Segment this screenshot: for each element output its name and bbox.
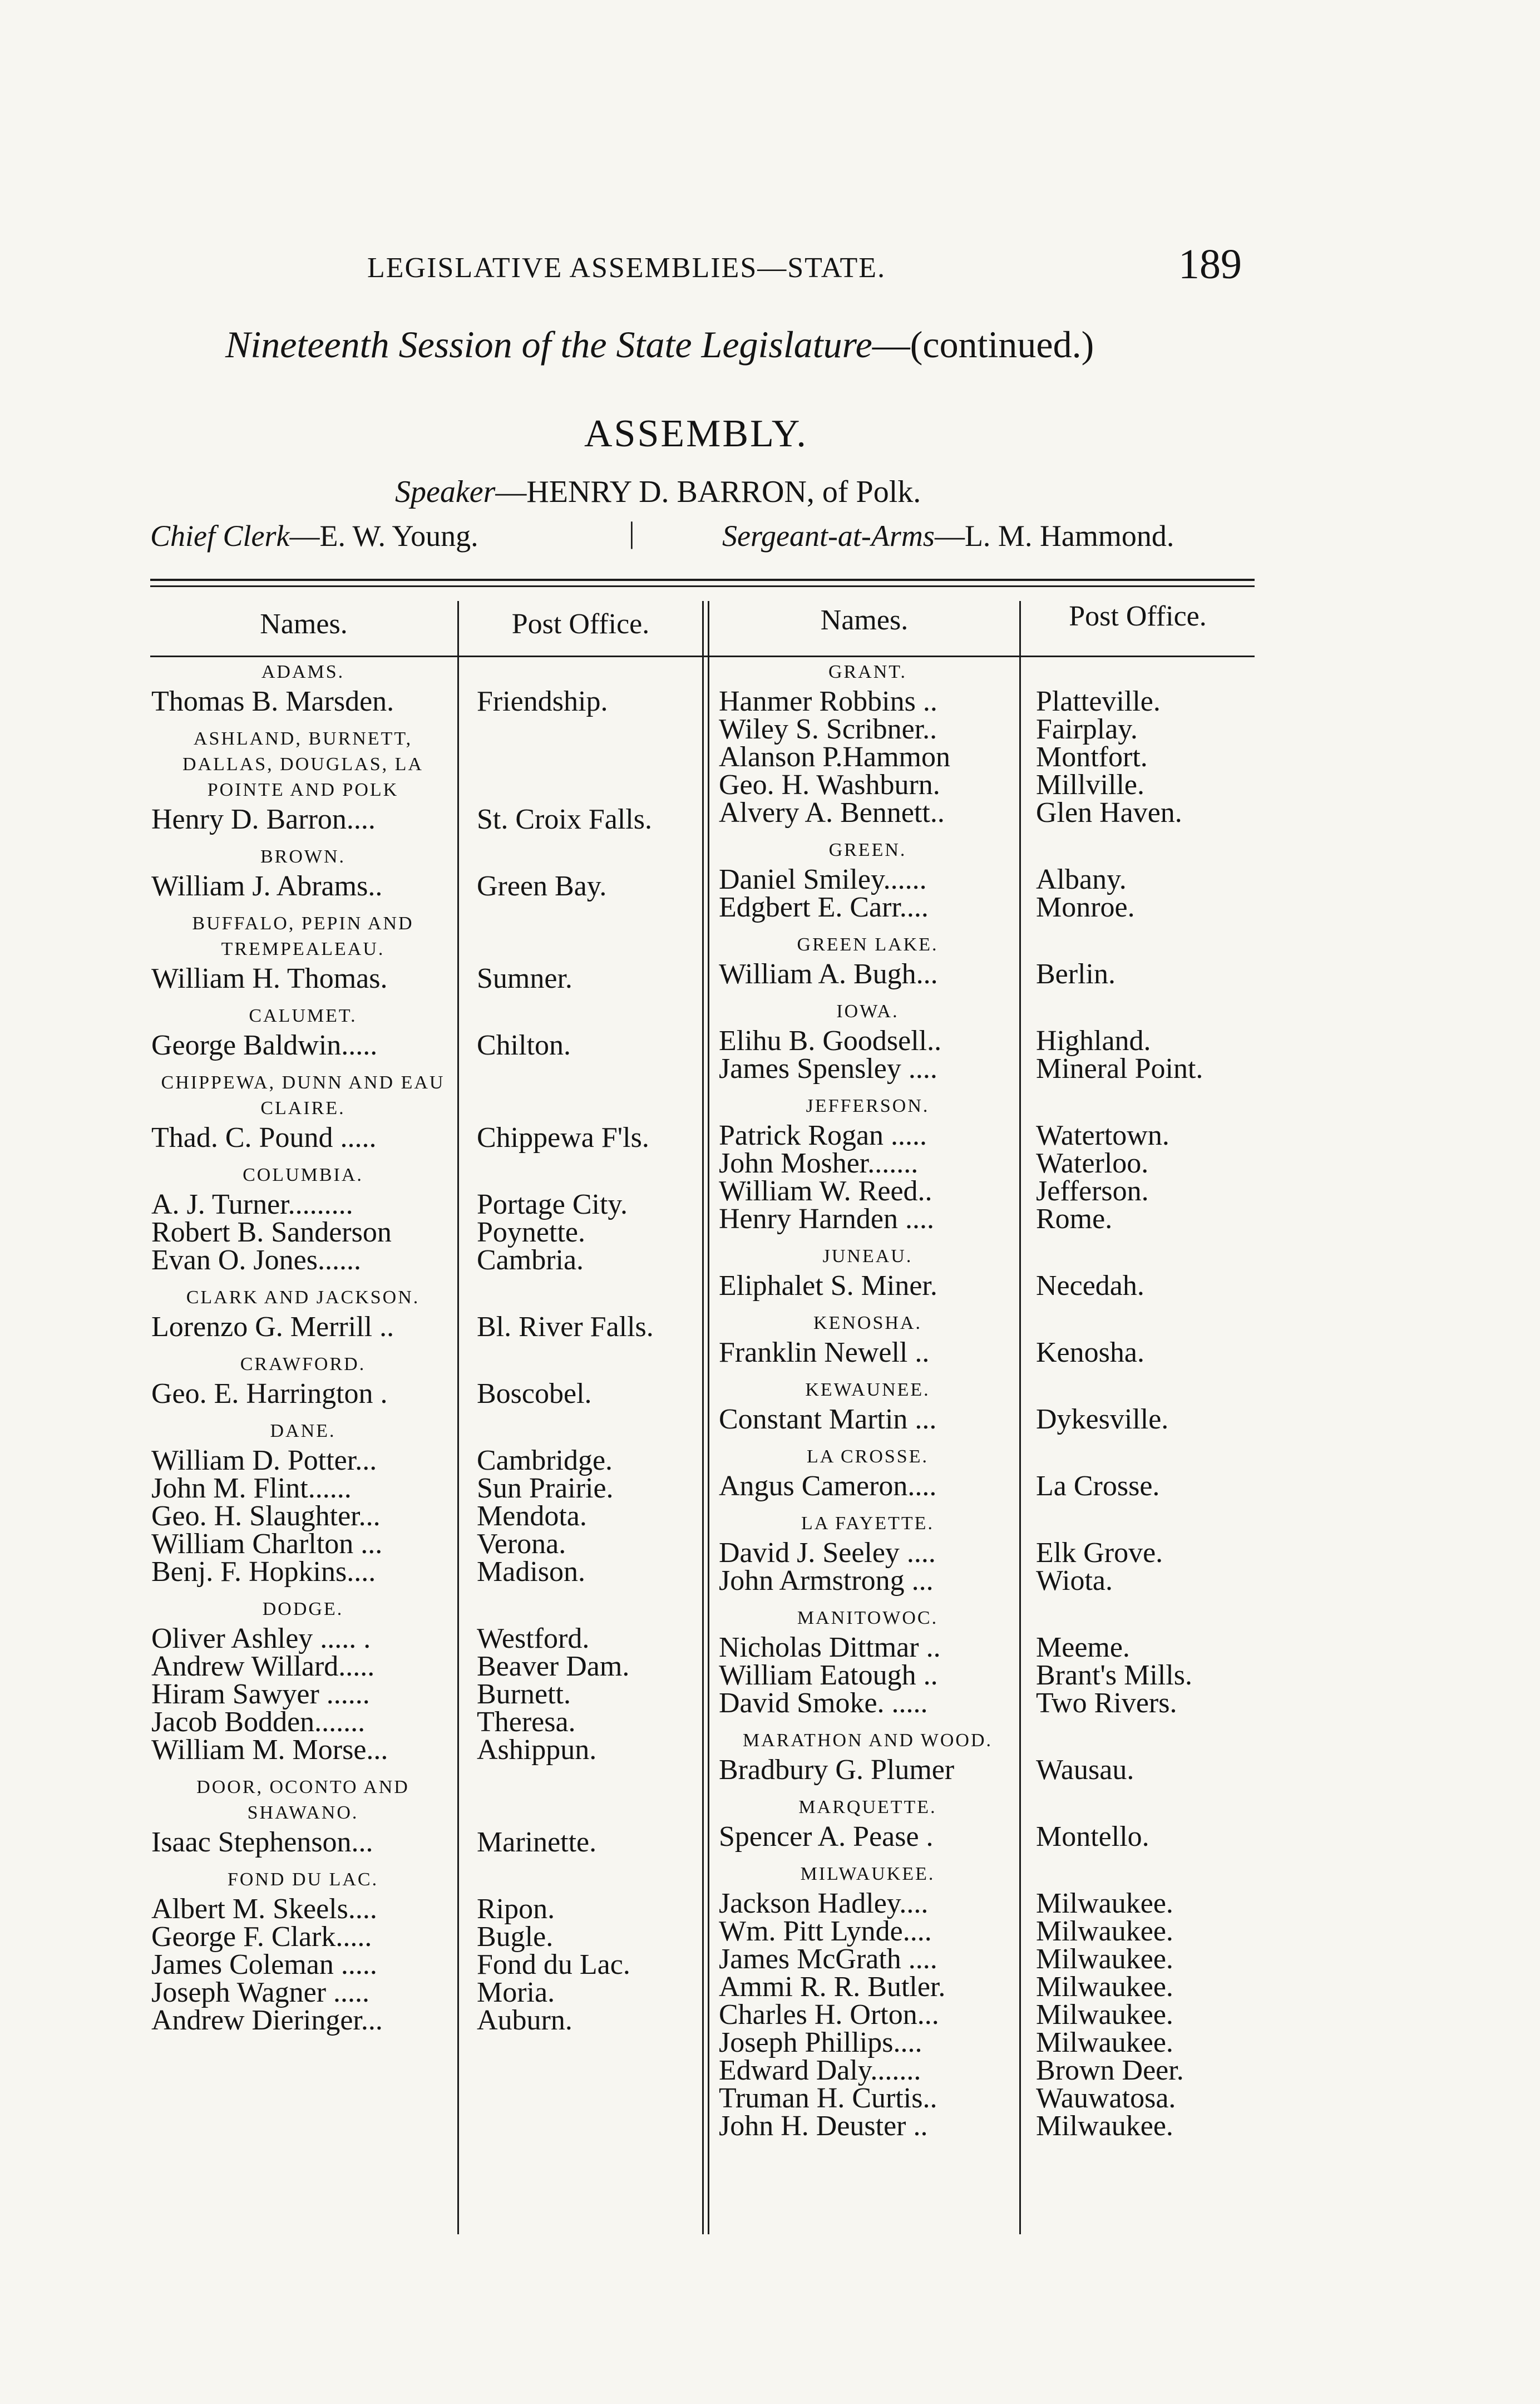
post-office: Millville. [1036,769,1144,801]
post-office: Chippewa F'ls. [477,1122,649,1154]
county-heading [151,1003,455,1029]
header-post-office-right: Post Office. [1069,600,1207,632]
post-office: Auburn. [477,2004,572,2036]
member-name: Daniel Smiley...... [719,864,927,895]
member-name: Evan O. Jones...... [151,1244,361,1276]
post-office: Chilton. [477,1029,571,1061]
county-heading [151,1285,455,1311]
member-name: William J. Abrams.. [151,870,383,902]
post-office: Cambridge. [477,1445,613,1476]
post-office: Sun Prairie. [477,1472,614,1504]
member-row [151,1311,702,1343]
member-name: Truman H. Curtis.. [719,2082,937,2114]
member-name: William A. Bugh... [719,958,938,990]
session-title [225,323,1094,367]
county-heading [151,726,455,803]
member-name: William Eatough .. [719,1659,938,1691]
member-name: George F. Clark..... [151,1921,372,1953]
member-name: Ammi R. R. Butler. [719,1971,946,2003]
session-title-italic: Nineteenth Session of the State Legislature [225,323,872,366]
assembly-title: ASSEMBLY. [584,412,808,455]
county-heading [719,1511,1016,1536]
post-office: Green Bay. [477,870,607,902]
member-name: William D. Potter... [151,1445,377,1476]
post-office: Verona. [477,1528,566,1560]
officers-separator: | [629,516,635,549]
post-office: Wiota. [1036,1565,1113,1597]
member-name: Hanmer Robbins .. [719,686,937,717]
member-name: James Spensley .... [719,1053,937,1085]
post-office: Mineral Point. [1036,1053,1203,1085]
member-row [151,1948,702,1981]
post-office: Brant's Mills. [1036,1659,1192,1691]
county-name: CLARK AND JACKSON. [186,1287,420,1308]
member-row [151,1029,702,1061]
county-heading [151,1352,455,1377]
county-name: JUNEAU. [822,1246,913,1267]
post-office: Madison. [477,1556,585,1588]
county-heading [719,1311,1016,1336]
member-name: John M. Flint...... [151,1472,352,1504]
member-row [719,1943,1253,1975]
post-office: Milwaukee. [1036,2110,1173,2142]
member-row [719,796,1253,829]
member-row [719,2082,1253,2114]
table-top-rule [150,579,1255,581]
member-row [719,1052,1253,1085]
session-title-rest: —(continued.) [872,323,1094,366]
member-name: Joseph Phillips.... [719,2027,922,2058]
column-divider-center-b [708,601,709,2234]
member-row [719,1887,1253,1919]
post-office: Brown Deer. [1036,2055,1184,2086]
member-row [719,1175,1253,1207]
post-office: Jefferson. [1036,1175,1149,1207]
member-row [151,870,702,902]
county-heading [719,1605,1016,1631]
member-row [151,1678,702,1710]
member-name: Geo. H. Slaughter... [151,1500,381,1532]
member-name: Hiram Sawyer ...... [151,1678,370,1710]
post-office: Poynette. [477,1216,585,1248]
post-office: Glen Haven. [1036,797,1182,829]
post-office: Albany. [1036,864,1127,895]
county-heading [151,1775,455,1826]
member-row [719,958,1253,990]
member-name: William Charlton ... [151,1528,383,1560]
county-heading [151,1070,455,1121]
county-heading [151,1162,455,1188]
post-office: Elk Grove. [1036,1537,1163,1569]
member-name: Isaac Stephenson... [151,1826,373,1858]
post-office: Milwaukee. [1036,1888,1173,1919]
county-name: JEFFERSON. [806,1096,930,1116]
post-office: Friendship. [477,686,608,717]
member-name: Alvery A. Bennett.. [719,797,945,829]
post-office: Bl. River Falls. [477,1311,654,1343]
member-name: Andrew Dieringer... [151,2004,383,2036]
member-row [151,803,702,835]
member-name: A. J. Turner......... [151,1189,353,1220]
county-name: LA CROSSE. [807,1446,929,1467]
member-name: Jacob Bodden....... [151,1706,366,1738]
chief-clerk-value: —E. W. Young. [289,519,478,553]
member-row [719,769,1253,801]
member-row [151,685,702,717]
member-name: Franklin Newell .. [719,1337,930,1368]
county-heading [151,1867,455,1893]
sergeant-label: Sergeant-at-Arms [722,519,935,553]
post-office: Waterloo. [1036,1147,1149,1179]
member-row [719,1564,1253,1597]
member-row [719,1147,1253,1179]
county-name: MILWAUKEE. [800,1864,935,1884]
county-name: GREEN. [828,840,907,860]
member-name: Edward Daly....... [719,2055,921,2086]
member-name: William W. Reed.. [719,1175,932,1207]
county-name: KEWAUNEE. [805,1380,930,1400]
county-name: COLUMBIA. [243,1165,363,1185]
post-office: Milwaukee. [1036,2027,1173,2058]
county-name: DANE. [270,1421,336,1441]
post-office: Sumner. [477,963,572,994]
member-row [151,1893,702,1925]
member-name: Bradbury G. Plumer [719,1754,955,1786]
county-name: KENOSHA. [813,1313,922,1333]
county-name: FOND DU LAC. [227,1869,379,1890]
column-divider-center-a [702,601,704,2234]
header-names-right: Names. [820,604,909,636]
member-name: William M. Morse... [151,1734,388,1766]
member-row [719,1024,1253,1057]
post-office: Ripon. [477,1893,555,1925]
county-heading [719,1861,1016,1887]
county-heading [719,1444,1016,1470]
county-name: MARATHON AND WOOD. [742,1730,993,1751]
post-office: Bugle. [477,1921,554,1953]
member-row [719,2026,1253,2058]
header-post-office-left: Post Office. [511,608,650,640]
county-name: ASHLAND, BURNETT, DALLAS, DOUGLAS, LA POINTE AND POLK [182,728,423,800]
member-name: Thad. C. Pound ..... [151,1122,377,1154]
member-row [719,1820,1253,1853]
running-head: LEGISLATIVE ASSEMBLIES—STATE. [367,252,886,284]
member-row [151,962,702,994]
county-name: IOWA. [836,1001,899,1022]
county-name: BUFFALO, PEPIN AND TREMPEALEAU. [192,913,414,959]
post-office: Necedah. [1036,1270,1144,1302]
county-name: BROWN. [260,846,346,867]
post-office: Westford. [477,1623,590,1654]
county-heading [719,1244,1016,1269]
member-row [719,1203,1253,1235]
county-name: GREEN LAKE. [797,934,939,955]
member-name: Patrick Rogan ..... [719,1120,927,1151]
member-row [719,1753,1253,1786]
post-office: Kenosha. [1036,1337,1144,1368]
county-name: DODGE. [262,1599,344,1619]
member-name: Oliver Ashley ..... . [151,1623,371,1654]
member-name: Wiley S. Scribner.. [719,713,937,745]
member-name: Lorenzo G. Merrill .. [151,1311,394,1343]
county-heading [719,1093,1016,1119]
member-name: Constant Martin ... [719,1403,937,1435]
sergeant-at-arms [722,519,1174,553]
county-name: GRANT. [828,662,907,682]
post-office: Milwaukee. [1036,1999,1173,2031]
member-name: John H. Deuster .. [719,2110,928,2142]
post-office: Watertown. [1036,1120,1169,1151]
member-row [719,1336,1253,1368]
post-office: Cambria. [477,1244,584,1276]
member-name: Geo. H. Washburn. [719,769,940,801]
right-column [719,659,1253,2151]
member-name: Jackson Hadley.... [719,1888,929,1919]
member-name: Henry D. Barron.... [151,804,376,835]
member-name: Geo. E. Harrington . [151,1378,388,1410]
member-row [151,1444,702,1476]
member-name: Eliphalet S. Miner. [719,1270,937,1302]
post-office: Milwaukee. [1036,1915,1173,1947]
member-row [151,1216,702,1248]
member-name: David J. Seeley .... [719,1537,936,1569]
county-name: MARQUETTE. [798,1797,937,1817]
member-row [719,1659,1253,1691]
county-heading [151,1418,455,1444]
member-row [151,1826,702,1858]
sergeant-value: —L. M. Hammond. [934,519,1174,553]
member-row [151,1500,702,1532]
member-row [151,1976,702,2008]
county-name: CHIPPEWA, DUNN AND EAU CLAIRE. [161,1072,445,1119]
post-office: Milwaukee. [1036,1943,1173,1975]
post-office: Theresa. [477,1706,576,1738]
post-office: Meeme. [1036,1632,1130,1663]
county-heading [719,999,1016,1024]
member-name: William H. Thomas. [151,963,388,994]
post-office: Montello. [1036,1821,1149,1853]
county-heading [151,844,455,870]
member-row [151,1650,702,1682]
member-row [151,1121,702,1154]
member-row [719,1403,1253,1435]
member-row [151,1188,702,1220]
member-name: James McGrath .... [719,1943,937,1975]
post-office: Wausau. [1036,1754,1134,1786]
member-name: Charles H. Orton... [719,1999,939,2031]
county-name: ADAMS. [261,662,345,682]
post-office: Milwaukee. [1036,1971,1173,2003]
chief-clerk-label: Chief Clerk [150,519,290,553]
member-row [719,1971,1253,2003]
table-top-rule-2 [150,585,1255,587]
member-name: Henry Harnden .... [719,1203,934,1235]
county-heading [719,1795,1016,1820]
member-row [151,1555,702,1588]
post-office: St. Croix Falls. [477,804,652,835]
header-names-left: Names. [260,608,348,640]
post-office: Fairplay. [1036,713,1138,745]
post-office: Wauwatosa. [1036,2082,1176,2114]
post-office: Rome. [1036,1203,1113,1235]
post-office: Portage City. [477,1189,628,1220]
county-heading [719,1728,1016,1753]
member-name: George Baldwin..... [151,1029,378,1061]
member-row [151,1244,702,1276]
county-name: LA FAYETTE. [801,1513,934,1534]
left-column [151,659,702,2045]
post-office: La Crosse. [1036,1470,1160,1502]
county-heading [151,911,455,962]
member-row [151,1920,702,1953]
member-name: Alanson P.Hammon [719,741,950,773]
member-row [719,1998,1253,2031]
member-row [151,1528,702,1560]
post-office: Highland. [1036,1025,1151,1057]
member-row [719,685,1253,717]
county-heading [719,1377,1016,1403]
member-row [719,1470,1253,1502]
member-row [719,863,1253,895]
member-row [719,713,1253,745]
county-name: CALUMET. [249,1006,357,1026]
post-office: Monroe. [1036,891,1135,923]
member-row [719,1536,1253,1569]
post-office: Moria. [477,1977,555,2008]
member-name: Albert M. Skeels.... [151,1893,377,1925]
county-heading [151,659,455,685]
member-name: David Smoke. ..... [719,1687,928,1719]
member-row [151,1377,702,1410]
member-name: Robert B. Sanderson [151,1216,392,1248]
post-office: Burnett. [477,1678,571,1710]
post-office: Ashippun. [477,1734,597,1766]
member-name: Angus Cameron.... [719,1470,937,1502]
county-heading [719,838,1016,863]
member-name: Benj. F. Hopkins.... [151,1556,376,1588]
member-row [151,1472,702,1504]
chief-clerk [150,519,478,553]
speaker-line [395,474,921,510]
member-row [151,1706,702,1738]
member-row [719,1915,1253,1947]
member-row [151,2004,702,2036]
member-name: John Mosher....... [719,1147,919,1179]
speaker-label: Speaker [395,475,496,509]
member-name: Wm. Pitt Lynde.... [719,1915,932,1947]
post-office: Boscobel. [477,1378,592,1410]
member-row [719,1269,1253,1302]
member-row [719,1119,1253,1151]
county-name: CRAWFORD. [240,1354,366,1375]
post-office: Two Rivers. [1036,1687,1177,1719]
member-name: Thomas B. Marsden. [151,686,394,717]
county-name: DOOR, OCONTO AND SHAWANO. [196,1777,409,1823]
post-office: Berlin. [1036,958,1115,990]
post-office: Beaver Dam. [477,1651,630,1682]
page-number: 189 [1178,241,1242,288]
speaker-value: —HENRY D. BARRON, of Polk. [495,475,921,509]
county-heading [719,659,1016,685]
member-name: Joseph Wagner ..... [151,1977,370,2008]
member-name: Nicholas Dittmar .. [719,1632,941,1663]
member-row [719,1631,1253,1663]
member-name: Spencer A. Pease . [719,1821,934,1853]
member-row [151,1622,702,1654]
member-row [719,891,1253,923]
member-name: James Coleman ..... [151,1949,377,1981]
member-name: Elihu B. Goodsell.. [719,1025,942,1057]
county-heading [151,1597,455,1622]
member-row [719,741,1253,773]
member-name: Edgbert E. Carr.... [719,891,929,923]
county-name: MANITOWOC. [797,1608,939,1628]
post-office: Mendota. [477,1500,587,1532]
post-office: Montfort. [1036,741,1148,773]
member-name: John Armstrong ... [719,1565,934,1597]
member-row [151,1733,702,1766]
member-row [719,2110,1253,2142]
member-row [719,1687,1253,1719]
post-office: Platteville. [1036,686,1161,717]
county-heading [719,932,1016,958]
post-office: Dykesville. [1036,1403,1169,1435]
member-name: Andrew Willard..... [151,1651,375,1682]
post-office: Marinette. [477,1826,597,1858]
member-row [719,2054,1253,2086]
post-office: Fond du Lac. [477,1949,630,1981]
